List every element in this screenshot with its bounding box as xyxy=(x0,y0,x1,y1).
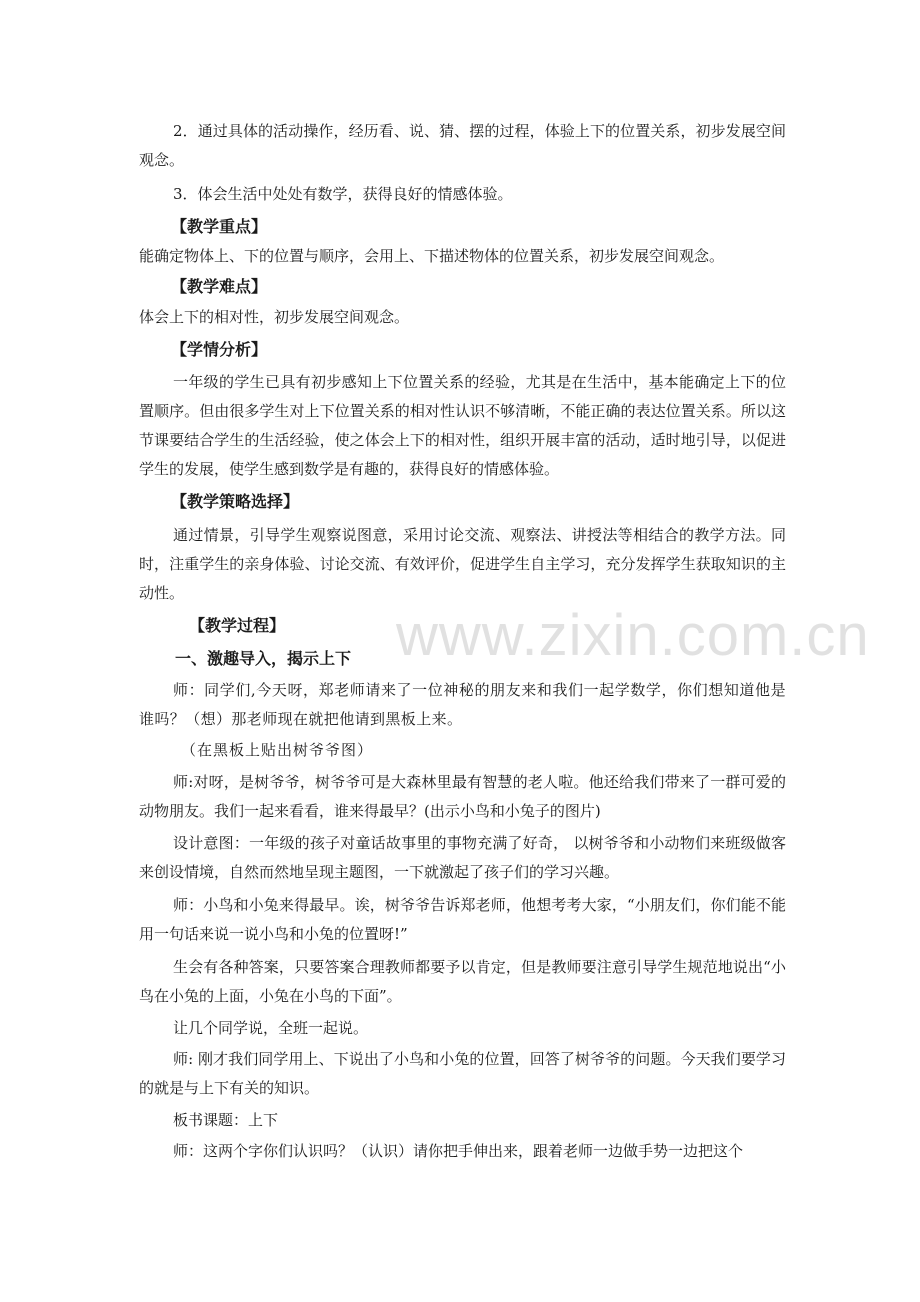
section-1-title: 一、激趣导入，揭示上下 xyxy=(175,649,352,668)
difficulties-text: 体会上下的相对性，初步发展空间观念。 xyxy=(139,308,410,326)
process-paragraph: 师: 刚才我们同学用上、下说出了小鸟和小兔的位置，回答了树爷爷的问题。今天我们要学习的就是与上下有关的知识。 xyxy=(139,1050,786,1097)
process-paragraph: 板书课题：上下 xyxy=(173,1111,279,1129)
goal-item-2: 2．通过具体的活动操作，经历看、说、猜、摆的过程，体验上下的位置关系，初步发展空间观念。 xyxy=(139,122,786,169)
process-paragraph: 师：同学们,今天呀，郑老师请来了一位神秘的朋友来和我们一起学数学，你们想知道他是谁吗？（想）那老师现在就把他请到黑板上来。 xyxy=(139,681,786,728)
analysis-heading: 【学情分析】 xyxy=(171,340,268,359)
watermark: www.zixin.com.cn xyxy=(396,603,870,668)
key-points-heading: 【教学重点】 xyxy=(171,217,268,236)
strategy-text: 通过情景，引导学生观察说图意，采用讨论交流、观察法、讲授法等相结合的教学方法。同时，注重学生的亲身体验、讨论交流、有效评价，促进学生自主学习，充分发挥学生获取知识的主动性。 xyxy=(139,526,786,602)
process-paragraph: 师：这两个字你们认识吗？（认识）请你把手伸出来，跟着老师一边做手势一边把这个 xyxy=(173,1142,744,1160)
process-heading: 【教学过程】 xyxy=(189,616,286,635)
process-paragraph: 生会有各种答案，只要答案合理教师都要予以肯定，但是教师要注意引导学生规范地说出“小鸟在小兔的上面，小兔在小鸟的下面”。 xyxy=(139,958,786,1005)
difficulties-heading: 【教学难点】 xyxy=(171,277,268,296)
key-points-text: 能确定物体上、下的位置与顺序，会用上、下描述物体的位置关系，初步发展空间观念。 xyxy=(139,247,725,265)
process-paragraph: （在黑板上贴出树爷爷图） xyxy=(181,741,374,759)
process-paragraph: 师:对呀，是树爷爷，树爷爷可是大森林里最有智慧的老人啦。他还给我们带来了一群可爱的动物朋友。我们一起来看看，谁来得最早？(出示小鸟和小兔子的图片) xyxy=(139,773,786,820)
strategy-heading: 【教学策略选择】 xyxy=(171,492,300,511)
process-paragraph: 师：小鸟和小兔来得最早。诶，树爷爷告诉郑老师，他想考考大家，“小朋友们，你们能不能用一句话来说一说小鸟和小兔的位置呀!” xyxy=(139,896,786,943)
goal-item-3: 3．体会生活中处处有数学，获得良好的情感体验。 xyxy=(173,185,513,203)
process-paragraph: 设计意图：一年级的孩子对童话故事里的事物充满了好奇， 以树爷爷和小动物们来班级做客来创设情境，自然而然地呈现主题图，一下就激起了孩子们的学习兴趣。 xyxy=(139,834,786,881)
analysis-text: 一年级的学生已具有初步感知上下位置关系的经验，尤其是在生活中，基本能确定上下的位置顺序。但由很多学生对上下位置关系的相对性认识不够清晰，不能正确的表达位置关系。所以这节课要结合学生的生活经验，使之体会上下的相对性，组织开展丰富的活动，适时地引导，以促进学生的发展，使学生感到数学是有趣的，获得良好的情感体验。 xyxy=(139,373,786,478)
process-paragraph: 让几个同学说，全班一起说。 xyxy=(173,1019,369,1037)
